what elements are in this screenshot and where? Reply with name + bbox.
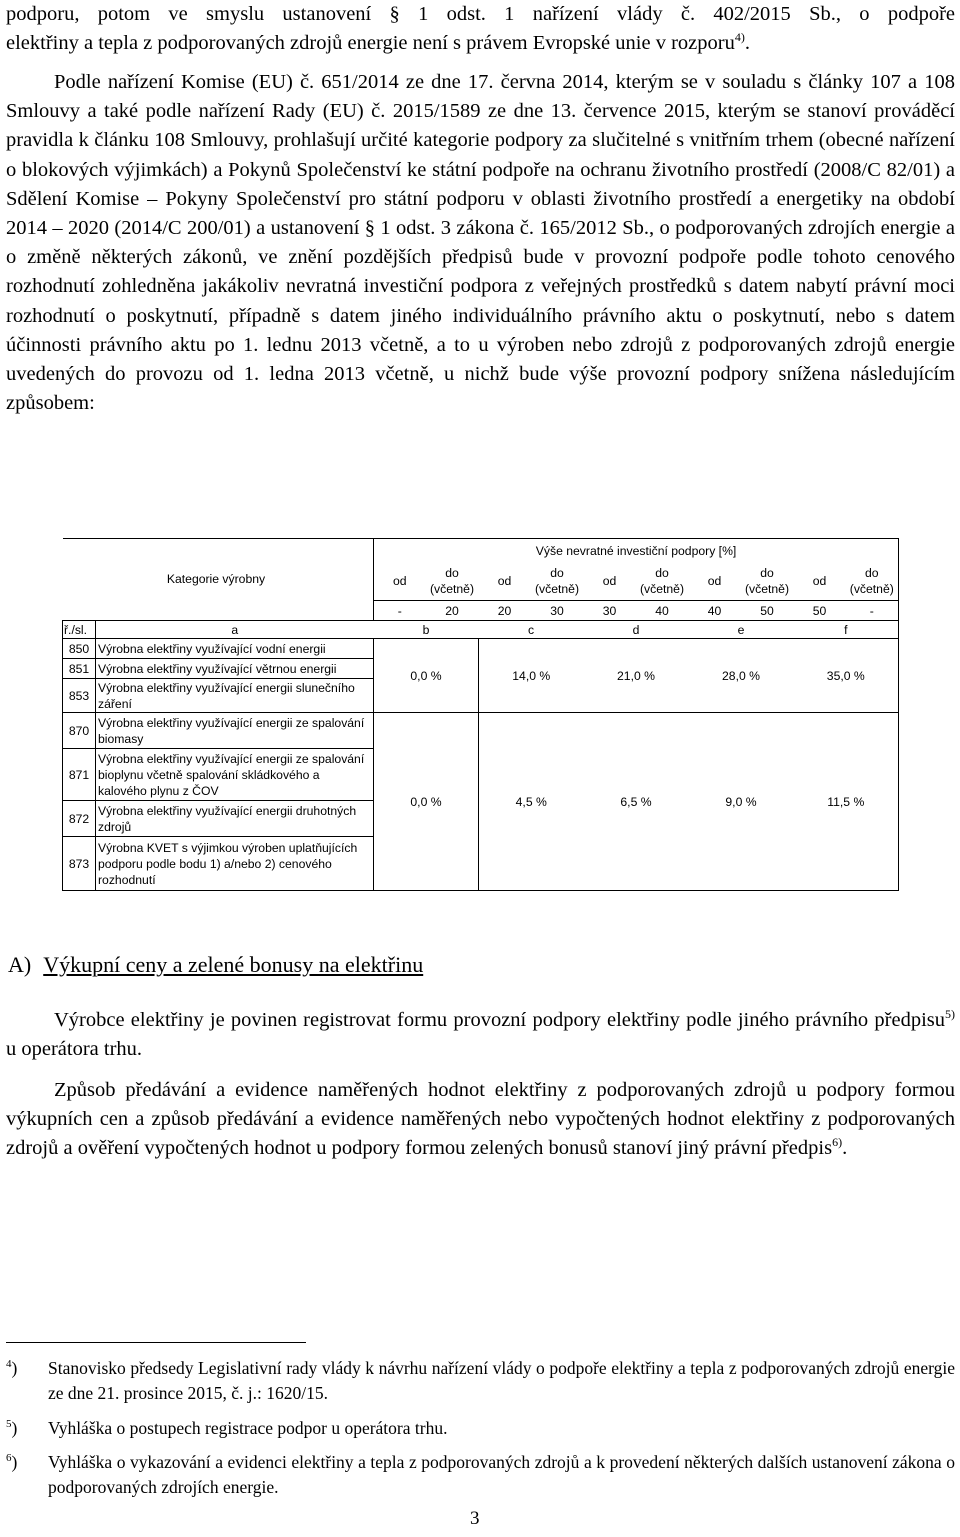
value-cell: 11,5 % bbox=[794, 713, 899, 891]
section-a-title: Výkupní ceny a zelené bonusy na elektřinu bbox=[43, 952, 424, 977]
row-code: 871 bbox=[63, 749, 96, 801]
col-letter-f: f bbox=[794, 621, 899, 639]
hdr-od-4: od bbox=[707, 574, 722, 589]
row-code: 870 bbox=[63, 713, 96, 749]
row-label: Výrobna elektřiny využívající vodní energii bbox=[96, 639, 374, 659]
col-letter-a: a bbox=[96, 621, 374, 639]
footnote-4-marker: $^4$) bbox=[6, 1358, 18, 1378]
top-line-2 bbox=[6, 29, 955, 58]
range-cell: 30 bbox=[531, 601, 584, 621]
range-cell: 30 bbox=[584, 601, 636, 621]
kategorie-header: Kategorie výrobny bbox=[166, 572, 266, 586]
hdr-do-5: do (včetně) bbox=[846, 563, 899, 601]
footnote-ref-4: 4) bbox=[734, 30, 745, 45]
row-label: Výrobna elektřiny využívající energii slunečního záření bbox=[96, 679, 374, 713]
footnote-5 bbox=[6, 1416, 955, 1441]
hdr-od-2: od bbox=[497, 574, 512, 589]
value-cell: 9,0 % bbox=[689, 713, 794, 891]
footnote-6-text: Vyhláška o vykazování a evidenci elektřiny a tepla z podporovaných zdrojů a k provedení některých dalších ustanovení zákona o podporovaných zdrojích energie. bbox=[48, 1452, 955, 1497]
row-label: Výrobna elektřiny využívající větrnou energii bbox=[96, 659, 374, 679]
value-cell: 28,0 % bbox=[722, 668, 760, 683]
super-header: Výše nevratné investiční podpory [%] bbox=[374, 539, 899, 563]
hdr-do-4: do (včetně) bbox=[744, 566, 790, 597]
paragraph-regulations: Podle nařízení Komise (EU) č. 651/2014 ze dne 17. června 2014, kterým se v souladu s články 107 a 108 Smlouvy a také podle nařízení Rady (EU) č. 2015/1589 ze dne 13. července 2015, kterým se stanoví prováděcí pravidla k článku 108 Smlouvy, prohlašují určité kategorie podpory za slučitelné s vnitřním trhem (obecné nařízení o blokových výjimkách) a Pokynů Společenství ke státní podpoře na ochranu životního prostředí (2008/C 82/01) a Sdělení Komise – Pokyny Společenství pro státní podporu v oblasti životního prostředí a energetiky na období 2014 – 2020 (2014/C 200/01) a ustanovení § 1 odst. 3 zákona č. 165/2012 Sb., o podporovaných zdrojích energie a o změně některých zákonů, ve znění pozdějších předpisů bude v provozní podpoře podle tohoto cenového rozhodnutí zohledněna jakákoliv nevratná investiční podpora z veřejných prostředků s datem nabytí právní moci rozhodnutí o poskytnutí, případně s datem jiného individuálního právního aktu o poskytnutí, nebo s datem účinnosti právního aktu po 1. lednu 2013 včetně, a to u výroben nebo zdrojů z podporovaných zdrojů energie uvedených do provozu od 1. ledna 2013 včetně, u nichž bude výše provozní podpory snížena následujícím způsobem: bbox=[6, 71, 955, 415]
row-col-label: ř./sl. bbox=[63, 621, 96, 639]
footnote-4-text: Stanovisko předsedy Legislativní rady vlády k návrhu nařízení vlády o podpoře elektřiny a tepla z podporovaných zdrojů energie ze dne 21. prosince 2015, č. j.: 1620/15. bbox=[48, 1358, 955, 1403]
footnote-ref-6: 6) bbox=[832, 1135, 843, 1150]
section-a-heading bbox=[8, 950, 423, 980]
value-cell: 14,0 % bbox=[512, 668, 551, 683]
investment-support-table bbox=[62, 538, 899, 891]
col-letter-b: b bbox=[374, 621, 479, 639]
range-cell: 40 bbox=[689, 601, 741, 621]
range-cell: 50 bbox=[741, 601, 794, 621]
range-cell: 20 bbox=[426, 601, 479, 621]
range-cell: - bbox=[846, 601, 899, 621]
hdr-od-5: od bbox=[812, 574, 827, 589]
paragraph-registration bbox=[6, 1006, 955, 1064]
para3-end: u operátora trhu. bbox=[6, 1038, 143, 1061]
range-cell: 50 bbox=[794, 601, 846, 621]
hdr-od-3: od bbox=[602, 574, 617, 589]
top-line-2-end: . bbox=[744, 32, 750, 55]
row-code: 850 bbox=[63, 639, 96, 659]
row-label: Výrobna elektřiny využívající energii ze spalování bioplynu včetně spalování skládkového a kalového plynu z ČOV bbox=[96, 749, 374, 801]
row-label: Výrobna elektřiny využívající energii ze spalování biomasy bbox=[96, 713, 374, 749]
footnote-6-marker: $^6$) bbox=[6, 1452, 18, 1472]
hdr-od-1: od bbox=[374, 563, 426, 601]
value-cell: 6,5 % bbox=[584, 713, 689, 891]
row-code: 853 bbox=[63, 679, 96, 713]
para4-end: . bbox=[842, 1137, 848, 1160]
footnote-divider bbox=[6, 1342, 306, 1343]
row-label: Výrobna KVET s výjimkou výroben uplatňujících podporu podle bodu 1) a/nebo 2) cenového rozhodnutí bbox=[96, 837, 374, 891]
col-letter-c: c bbox=[479, 621, 584, 639]
footnote-4 bbox=[6, 1356, 955, 1406]
footnote-5-text: Vyhláška o postupech registrace podpor u operátora trhu. bbox=[48, 1418, 448, 1438]
value-cell: 35,0 % bbox=[794, 639, 899, 713]
hdr-do-3: do (včetně) bbox=[639, 566, 685, 597]
row-code: 851 bbox=[63, 659, 96, 679]
value-cell: 0,0 % bbox=[374, 713, 479, 891]
hdr-do-2: do (včetně) bbox=[534, 566, 580, 597]
value-cell: 0,0 % bbox=[374, 639, 479, 713]
footnote-5-marker: $^5$) bbox=[6, 1418, 18, 1438]
para3-text: Výrobce elektřiny je povinen registrovat formu provozní podpory elektřiny podle jiného právního předpisu bbox=[54, 1009, 945, 1031]
section-a-letter: A) bbox=[8, 952, 32, 977]
top-line-1: podporu, potom ve smyslu ustanovení § 1 odst. 1 nařízení vlády č. 402/2015 Sb., o podpoře bbox=[6, 3, 955, 25]
footnote-ref-5: 5) bbox=[945, 1007, 955, 1022]
paragraph-evidence bbox=[6, 1076, 955, 1164]
range-cell: 20 bbox=[479, 601, 531, 621]
row-code: 873 bbox=[63, 837, 96, 891]
range-cell: 40 bbox=[636, 601, 689, 621]
range-cell: - bbox=[374, 601, 426, 621]
top-paragraph bbox=[6, 0, 955, 58]
row-code: 872 bbox=[63, 801, 96, 837]
footnote-6 bbox=[6, 1450, 955, 1500]
col-letter-e: e bbox=[689, 621, 794, 639]
top-line-2-text: elektřiny a tepla z podporovaných zdrojů energie není s právem Evropské unie v rozporu bbox=[6, 32, 735, 55]
row-label: Výrobna elektřiny využívající energii druhotných zdrojů bbox=[96, 801, 374, 837]
para4-text: Způsob předávání a evidence naměřených hodnot elektřiny z podporovaných zdrojů u podpory formou výkupních cen a způsob předávání a evidence naměřených nebo vypočtených hodnot elektřiny z podporovaných zdrojů a ověření vypočtených hodnot u podpory formou zelených bonusů stanoví jiný právní předpis bbox=[6, 1079, 955, 1160]
hdr-do-1: do (včetně) bbox=[429, 566, 475, 597]
col-letter-d: d bbox=[584, 621, 689, 639]
value-cell: 21,0 % bbox=[617, 668, 655, 683]
value-cell: 4,5 % bbox=[479, 713, 584, 891]
page-number: 3 bbox=[470, 1508, 480, 1529]
